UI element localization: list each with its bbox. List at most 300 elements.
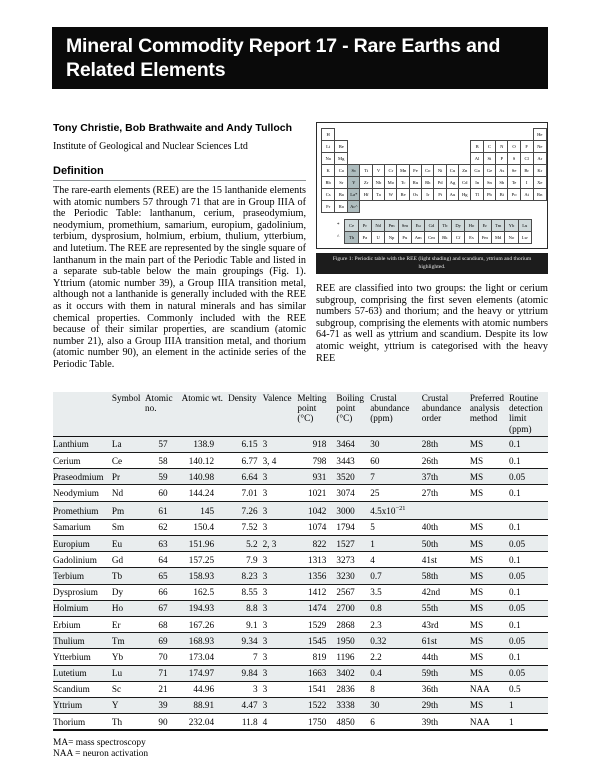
empty-cell xyxy=(434,129,446,141)
cell-limit: 0.1 xyxy=(509,587,521,598)
element-properties-table xyxy=(53,392,548,731)
element-cell-Li: Li xyxy=(322,141,335,153)
element-cell-Lu: Lu xyxy=(518,220,531,232)
element-cell-Cl: Cl xyxy=(520,153,533,165)
cell-valence: 3 xyxy=(262,635,268,646)
cell-abundance: 30 xyxy=(370,700,380,711)
cell-density: 9.1 xyxy=(246,619,258,630)
element-cell-Na: Na xyxy=(322,153,335,165)
element-cell-U: U xyxy=(372,232,385,244)
cell-symbol: Th xyxy=(111,716,123,727)
element-cell-I: I xyxy=(520,177,533,189)
cell-atomic_no: 57 xyxy=(158,439,168,450)
cell-atomic_no: 60 xyxy=(158,487,168,498)
cell-name: Praseodmium xyxy=(53,471,104,482)
cell-order: 58th xyxy=(421,570,439,581)
cell-order: 43rd xyxy=(421,619,439,630)
cell-limit: 0.05 xyxy=(509,603,526,614)
table-row xyxy=(53,485,548,501)
empty-cell xyxy=(446,129,458,141)
cell-name: Lutetium xyxy=(53,668,87,679)
periodic-table-row xyxy=(322,153,547,165)
element-cell-Rh: Rh xyxy=(422,177,434,189)
cell-valence: 3 xyxy=(262,651,268,662)
cell-boiling: 1950 xyxy=(336,635,355,646)
cell-valence: 2, 3 xyxy=(262,538,277,549)
empty-cell xyxy=(434,201,446,213)
cell-method: MS xyxy=(469,587,484,598)
empty-cell xyxy=(446,201,458,213)
empty-cell xyxy=(533,201,546,213)
element-cell-Be: Be xyxy=(335,141,348,153)
cell-method: MS xyxy=(469,455,484,466)
table-row xyxy=(53,584,548,600)
cell-method: MS xyxy=(469,522,484,533)
cell-atomic_wt: 157.25 xyxy=(188,554,215,565)
element-cell-Nd: Nd xyxy=(372,220,385,232)
element-cell-Co: Co xyxy=(422,165,434,177)
element-cell-Ni: Ni xyxy=(434,165,446,177)
cell-method: NAA xyxy=(469,716,490,727)
cell-abundance: 8 xyxy=(370,684,375,695)
cell-order: 50th xyxy=(421,538,439,549)
table-row xyxy=(53,552,548,568)
empty-cell xyxy=(508,129,520,141)
element-cell-Bk: Bk xyxy=(438,232,451,244)
cell-melting: 819 xyxy=(312,651,327,662)
cell-name: Promethium xyxy=(53,506,99,517)
empty-cell xyxy=(471,201,483,213)
element-cell-As: As xyxy=(496,165,508,177)
cell-density: 9.34 xyxy=(241,635,258,646)
cell-melting: 1750 xyxy=(308,716,327,727)
cell-density: 8.8 xyxy=(246,603,258,614)
element-cell-Zr: Zr xyxy=(360,177,372,189)
element-cell-Ra: Ra xyxy=(335,201,348,213)
cell-abundance: 2.2 xyxy=(370,651,382,662)
element-cell-Hg: Hg xyxy=(459,189,471,201)
cell-method xyxy=(470,501,509,519)
cell-abundance: 25 xyxy=(370,487,380,498)
cell-limit: 0.1 xyxy=(509,522,521,533)
cell-method: MS xyxy=(469,487,484,498)
lanthanide-marker: * xyxy=(336,223,340,228)
cell-density: 8.55 xyxy=(241,587,258,598)
cell-method: MS xyxy=(469,651,484,662)
cell-abundance: 2.3 xyxy=(370,619,382,630)
column-header-valence: Valence xyxy=(263,392,298,436)
cell-name: Cerium xyxy=(53,455,81,466)
element-cell-Pm: Pm xyxy=(385,220,398,232)
element-cell-Se: Se xyxy=(508,165,520,177)
cell-limit: 1 xyxy=(509,716,514,727)
element-cell-No: No xyxy=(505,232,518,244)
cell-boiling: 3230 xyxy=(336,570,355,581)
cell-abundance: 0.32 xyxy=(370,635,387,646)
cell-density: 4.47 xyxy=(241,700,258,711)
element-cell-Ge: Ge xyxy=(483,165,495,177)
empty-cell xyxy=(360,201,372,213)
element-cell-Ir: Ir xyxy=(422,189,434,201)
column-header-melting: Melting point (°C) xyxy=(297,392,336,436)
element-cell-Er: Er xyxy=(478,220,491,232)
cell-order: 27th xyxy=(421,487,439,498)
cell-boiling: 2700 xyxy=(336,603,355,614)
element-cell-Nb: Nb xyxy=(372,177,384,189)
cell-valence: 3 xyxy=(262,506,268,517)
cell-name: Thorium xyxy=(53,716,86,727)
lanthanide-row xyxy=(332,220,531,232)
cell-density: 6.64 xyxy=(241,471,258,482)
cell-atomic_wt: 232.04 xyxy=(188,716,215,727)
cell-order: 41st xyxy=(421,554,438,565)
cell-order xyxy=(422,501,470,519)
cell-boiling: 1527 xyxy=(336,538,355,549)
empty-cell xyxy=(508,201,520,213)
cell-valence: 3, 4 xyxy=(262,455,277,466)
cell-method: MS xyxy=(469,619,484,630)
element-cell-K: K xyxy=(322,165,335,177)
element-cell-Ho: Ho xyxy=(465,220,478,232)
cell-abundance: $4.5x10^{-21}$ xyxy=(370,505,406,517)
cell-symbol: Er xyxy=(111,619,121,630)
cell-atomic_wt: 162.5 xyxy=(193,587,215,598)
empty-cell xyxy=(385,129,397,141)
element-cell-Re: Re xyxy=(397,189,409,201)
cell-symbol: La xyxy=(111,439,122,450)
institute-affiliation: Institute of Geological and Nuclear Sciences Ltd xyxy=(53,141,248,152)
cell-limit xyxy=(509,501,548,519)
cell-limit: 0.05 xyxy=(509,635,526,646)
element-cell-Am: Am xyxy=(412,232,425,244)
cell-name: Thulium xyxy=(53,635,85,646)
cell-name: Lanthium xyxy=(53,439,89,450)
table-header-row xyxy=(53,392,548,436)
element-cell-Cf: Cf xyxy=(451,232,464,244)
element-cell-Sr: Sr xyxy=(335,177,348,189)
empty-cell xyxy=(360,141,372,153)
element-cell-F: F xyxy=(520,141,533,153)
element-cell-Ce: Ce xyxy=(345,220,358,232)
element-cell-Kr: Kr xyxy=(533,165,546,177)
empty-cell xyxy=(348,129,360,141)
cell-boiling: 2567 xyxy=(336,587,355,598)
table-header xyxy=(53,392,548,436)
cell-atomic_no: 69 xyxy=(158,635,168,646)
cell-limit: 1 xyxy=(509,700,514,711)
cell-name: Samarium xyxy=(53,522,91,533)
element-cell-Pu: Pu xyxy=(398,232,411,244)
element-cell-Rn: Rn xyxy=(533,189,546,201)
cell-limit: 0.05 xyxy=(509,668,526,679)
cell-abundance: 0.4 xyxy=(370,668,382,679)
cell-boiling: 3402 xyxy=(336,668,355,679)
empty-cell xyxy=(483,129,495,141)
cell-melting: 1522 xyxy=(308,700,327,711)
cell-atomic_no: 59 xyxy=(158,471,168,482)
cell-limit: 0.05 xyxy=(509,471,526,482)
table-body xyxy=(53,436,548,730)
cell-atomic_wt: 151.96 xyxy=(188,538,215,549)
cell-valence: 3 xyxy=(262,522,268,533)
element-cell-Dy: Dy xyxy=(451,220,464,232)
element-cell-Pt: Pt xyxy=(434,189,446,201)
empty-cell xyxy=(409,201,421,213)
element-cell-Sn: Sn xyxy=(483,177,495,189)
cell-name: Europium xyxy=(53,538,90,549)
empty-cell xyxy=(422,201,434,213)
element-cell-Np: Np xyxy=(385,232,398,244)
cell-limit: 0.1 xyxy=(509,439,521,450)
report-title-banner xyxy=(52,27,548,89)
table-row xyxy=(53,436,548,452)
cell-atomic_wt: 88.91 xyxy=(193,700,215,711)
page-title: Mineral Commodity Report 17 - Rare Earths and Related Elements xyxy=(66,35,501,81)
right-column xyxy=(316,122,548,364)
element-cell-N: N xyxy=(496,141,508,153)
cell-valence: 3 xyxy=(262,684,268,695)
cell-melting: 1541 xyxy=(308,684,327,695)
empty-cell xyxy=(409,129,421,141)
cell-name: Terbium xyxy=(53,570,84,581)
empty-cell xyxy=(520,129,533,141)
cell-method: MS xyxy=(469,700,484,711)
cell-atomic_no: 58 xyxy=(158,455,168,466)
cell-density: 7 xyxy=(252,651,258,662)
element-cell-Au: Au xyxy=(446,189,458,201)
element-cell-Y: Y xyxy=(348,177,360,189)
cell-valence: 3 xyxy=(262,587,268,598)
element-cell-He: He xyxy=(533,129,546,141)
periodic-table-row xyxy=(322,129,547,141)
empty-cell xyxy=(397,153,409,165)
column-header-order: Crustal abundance order xyxy=(422,392,470,436)
table-row xyxy=(53,649,548,665)
cell-abundance: 3.5 xyxy=(370,587,382,598)
cell-abundance: 0.7 xyxy=(370,570,382,581)
section-heading-definition: Definition xyxy=(53,165,104,177)
empty-cell xyxy=(434,141,446,153)
periodic-table-figure xyxy=(316,122,548,249)
cell-atomic_no: 62 xyxy=(158,522,168,533)
element-cell-Fm: Fm xyxy=(478,232,491,244)
cell-symbol: Eu xyxy=(111,538,123,549)
element-cell-Pd: Pd xyxy=(434,177,446,189)
cell-density: 7.52 xyxy=(241,522,258,533)
cell-order: 40th xyxy=(421,522,439,533)
element-cell-Rb: Rb xyxy=(322,177,335,189)
element-cell-Bi: Bi xyxy=(496,189,508,201)
cell-atomic_no: 63 xyxy=(158,538,168,549)
cell-method: MS xyxy=(469,439,484,450)
cell-order: 28th xyxy=(421,439,439,450)
cell-abundance: 60 xyxy=(370,455,380,466)
cell-melting: 918 xyxy=(312,439,327,450)
cell-density: 7.9 xyxy=(246,554,258,565)
cell-valence: 3 xyxy=(262,439,268,450)
cell-name: Holmium xyxy=(53,603,89,614)
cell-atomic_wt: 44.96 xyxy=(193,684,215,695)
empty-cell xyxy=(471,129,483,141)
element-cell-Pr: Pr xyxy=(358,220,371,232)
empty-cell xyxy=(459,153,471,165)
empty-cell xyxy=(372,129,384,141)
column-header-method: Preferred analysis method xyxy=(470,392,509,436)
cell-order: 29th xyxy=(421,700,439,711)
element-cell-Pb: Pb xyxy=(483,189,495,201)
cell-atomic_no: 21 xyxy=(158,684,168,695)
element-cell-Os: Os xyxy=(409,189,421,201)
element-cell-Cu: Cu xyxy=(446,165,458,177)
periodic-table-main-grid xyxy=(321,128,547,213)
cell-melting: 1663 xyxy=(308,668,327,679)
element-cell-Cm: Cm xyxy=(425,232,438,244)
cell-valence: 3 xyxy=(262,700,268,711)
empty-cell xyxy=(397,141,409,153)
cell-boiling: 3000 xyxy=(336,506,355,517)
empty-cell xyxy=(372,141,384,153)
cell-boiling: 4850 xyxy=(336,716,355,727)
empty-cell xyxy=(496,129,508,141)
table-row xyxy=(53,681,548,697)
cell-valence: 3 xyxy=(262,471,268,482)
element-cell-Ar: Ar xyxy=(533,153,546,165)
cell-abundance: 6 xyxy=(370,716,375,727)
cell-boiling: 2836 xyxy=(336,684,355,695)
cell-boiling: 3273 xyxy=(336,554,355,565)
element-cell-Es: Es xyxy=(465,232,478,244)
definition-paragraph: The rare-earth elements (REE) are the 15 lanthanide elements with atomic numbers 57 through 71 that are in Group IIIA of the Periodic Table: lanthanum, cerium, praseodymium, neodymium, promethium, samarium, europium, gadolinium, terbium, dysprosium, holmium, erbium, thulium, ytterbium, and lutetium. The REE are represented by the single square of lanthanum in the main part of the Periodic Table and listed in a separate sub-table below the main groupings (Fig. 1). Yttrium (atomic number 39), a Group IIIA transition metal, although not a lanthanide is generally included with the REE as it occurs with them in natural minerals and has similar chemical properties. Commonly included with the REE because of their similar properties, are scandium (atomic number 21), also a Group IIIA transition metal, and thorium (atomic number 90), an element in the actinide series of the Periodic Table. xyxy=(53,185,307,370)
cell-melting: 1042 xyxy=(308,506,327,517)
cell-atomic_no: 65 xyxy=(158,570,168,581)
element-cell-Ba: Ba xyxy=(335,189,348,201)
element-cell-Ti: Ti xyxy=(360,165,372,177)
periodic-table-sub-grid xyxy=(332,219,532,244)
element-cell-Ta: Ta xyxy=(372,189,384,201)
cell-density: 7.26 xyxy=(241,506,258,517)
table-row xyxy=(53,600,548,616)
empty-cell xyxy=(372,153,384,165)
cell-abundance: 0.8 xyxy=(370,603,382,614)
cell-density: 9.84 xyxy=(241,668,258,679)
cell-boiling: 3074 xyxy=(336,487,355,498)
cell-order: 36th xyxy=(421,684,439,695)
empty-cell xyxy=(360,129,372,141)
element-cell-Mo: Mo xyxy=(385,177,397,189)
cell-name: Scandium xyxy=(53,684,90,695)
empty-cell xyxy=(409,153,421,165)
table-row xyxy=(53,665,548,681)
cell-method: MS xyxy=(469,554,484,565)
cell-valence: 4 xyxy=(262,716,268,727)
left-column xyxy=(53,122,306,371)
cell-atomic_no: 61 xyxy=(158,506,168,517)
cell-symbol: Tb xyxy=(111,570,123,581)
table-row xyxy=(53,714,548,731)
figure-caption: Figure 1: Periodic table with the REE (light shading) and scandium, yttrium and thorium highlighted. xyxy=(316,253,548,274)
element-cell-Sb: Sb xyxy=(496,177,508,189)
cell-method: NAA xyxy=(469,684,490,695)
column-header-limit: Routine detection limit (ppm) xyxy=(509,392,548,436)
cell-method: MS xyxy=(469,603,484,614)
empty-cell xyxy=(459,129,471,141)
cell-boiling: 2868 xyxy=(336,619,355,630)
cell-atomic_wt: 138.9 xyxy=(193,439,215,450)
cell-atomic_wt: 174.97 xyxy=(188,668,215,679)
table-row xyxy=(53,697,548,713)
cell-limit: 0.05 xyxy=(509,570,526,581)
element-cell-Ac: Ac^ xyxy=(348,201,360,213)
cell-limit: 0.1 xyxy=(509,619,521,630)
element-cell-Te: Te xyxy=(508,177,520,189)
table-row xyxy=(53,633,548,649)
empty-cell xyxy=(422,153,434,165)
element-cell-C: C xyxy=(483,141,495,153)
cell-order: 44th xyxy=(421,651,439,662)
element-cell-Yb: Yb xyxy=(505,220,518,232)
cell-atomic_wt: 168.93 xyxy=(188,635,215,646)
cell-melting: 1545 xyxy=(308,635,327,646)
element-cell-Cd: Cd xyxy=(459,177,471,189)
cell-order: 39th xyxy=(421,716,439,727)
empty-cell xyxy=(496,201,508,213)
cell-atomic_no: 71 xyxy=(158,668,168,679)
cell-order: 42nd xyxy=(421,587,441,598)
element-cell-In: In xyxy=(471,177,483,189)
cell-method: MS xyxy=(469,635,484,646)
cell-atomic_no: 39 xyxy=(158,700,168,711)
cell-name: Neodymium xyxy=(53,487,99,498)
element-cell-B: B xyxy=(471,141,483,153)
element-cell-Mg: Mg xyxy=(335,153,348,165)
element-cell-Po: Po xyxy=(508,189,520,201)
cell-symbol: Pr xyxy=(111,471,121,482)
cell-melting: 1021 xyxy=(308,487,327,498)
empty-cell xyxy=(459,141,471,153)
element-cell-Ne: Ne xyxy=(533,141,546,153)
cell-atomic_no: 70 xyxy=(158,651,168,662)
cell-abundance: 1 xyxy=(370,538,375,549)
column-header-density: Density xyxy=(228,392,263,436)
periodic-table-row xyxy=(322,177,547,189)
cell-symbol: Pm xyxy=(111,506,125,517)
cell-atomic_wt: 158.93 xyxy=(188,570,215,581)
cell-valence: 3 xyxy=(262,619,268,630)
cell-limit: 0.1 xyxy=(509,487,521,498)
empty-cell xyxy=(446,141,458,153)
cell-method: MS xyxy=(469,538,484,549)
cell-symbol: Nd xyxy=(111,487,124,498)
cell-melting: 1356 xyxy=(308,570,327,581)
actinide-row xyxy=(332,232,531,244)
cell-density: 6.77 xyxy=(241,455,258,466)
cell-order: 61st xyxy=(421,635,438,646)
empty-cell xyxy=(360,153,372,165)
cell-boiling: 1196 xyxy=(336,651,355,662)
element-cell-Lw: Lw xyxy=(518,232,531,244)
empty-cell xyxy=(397,129,409,141)
table-row xyxy=(53,536,548,552)
cell-order: 37th xyxy=(421,471,439,482)
cell-abundance: 4 xyxy=(370,554,375,565)
element-cell-Tl: Tl xyxy=(471,189,483,201)
cell-symbol: Gd xyxy=(111,554,124,565)
cell-limit: 0.05 xyxy=(509,538,526,549)
element-cell-V: V xyxy=(372,165,384,177)
element-cell-Gd: Gd xyxy=(425,220,438,232)
table-row xyxy=(53,469,548,485)
cell-order: 59th xyxy=(421,668,439,679)
